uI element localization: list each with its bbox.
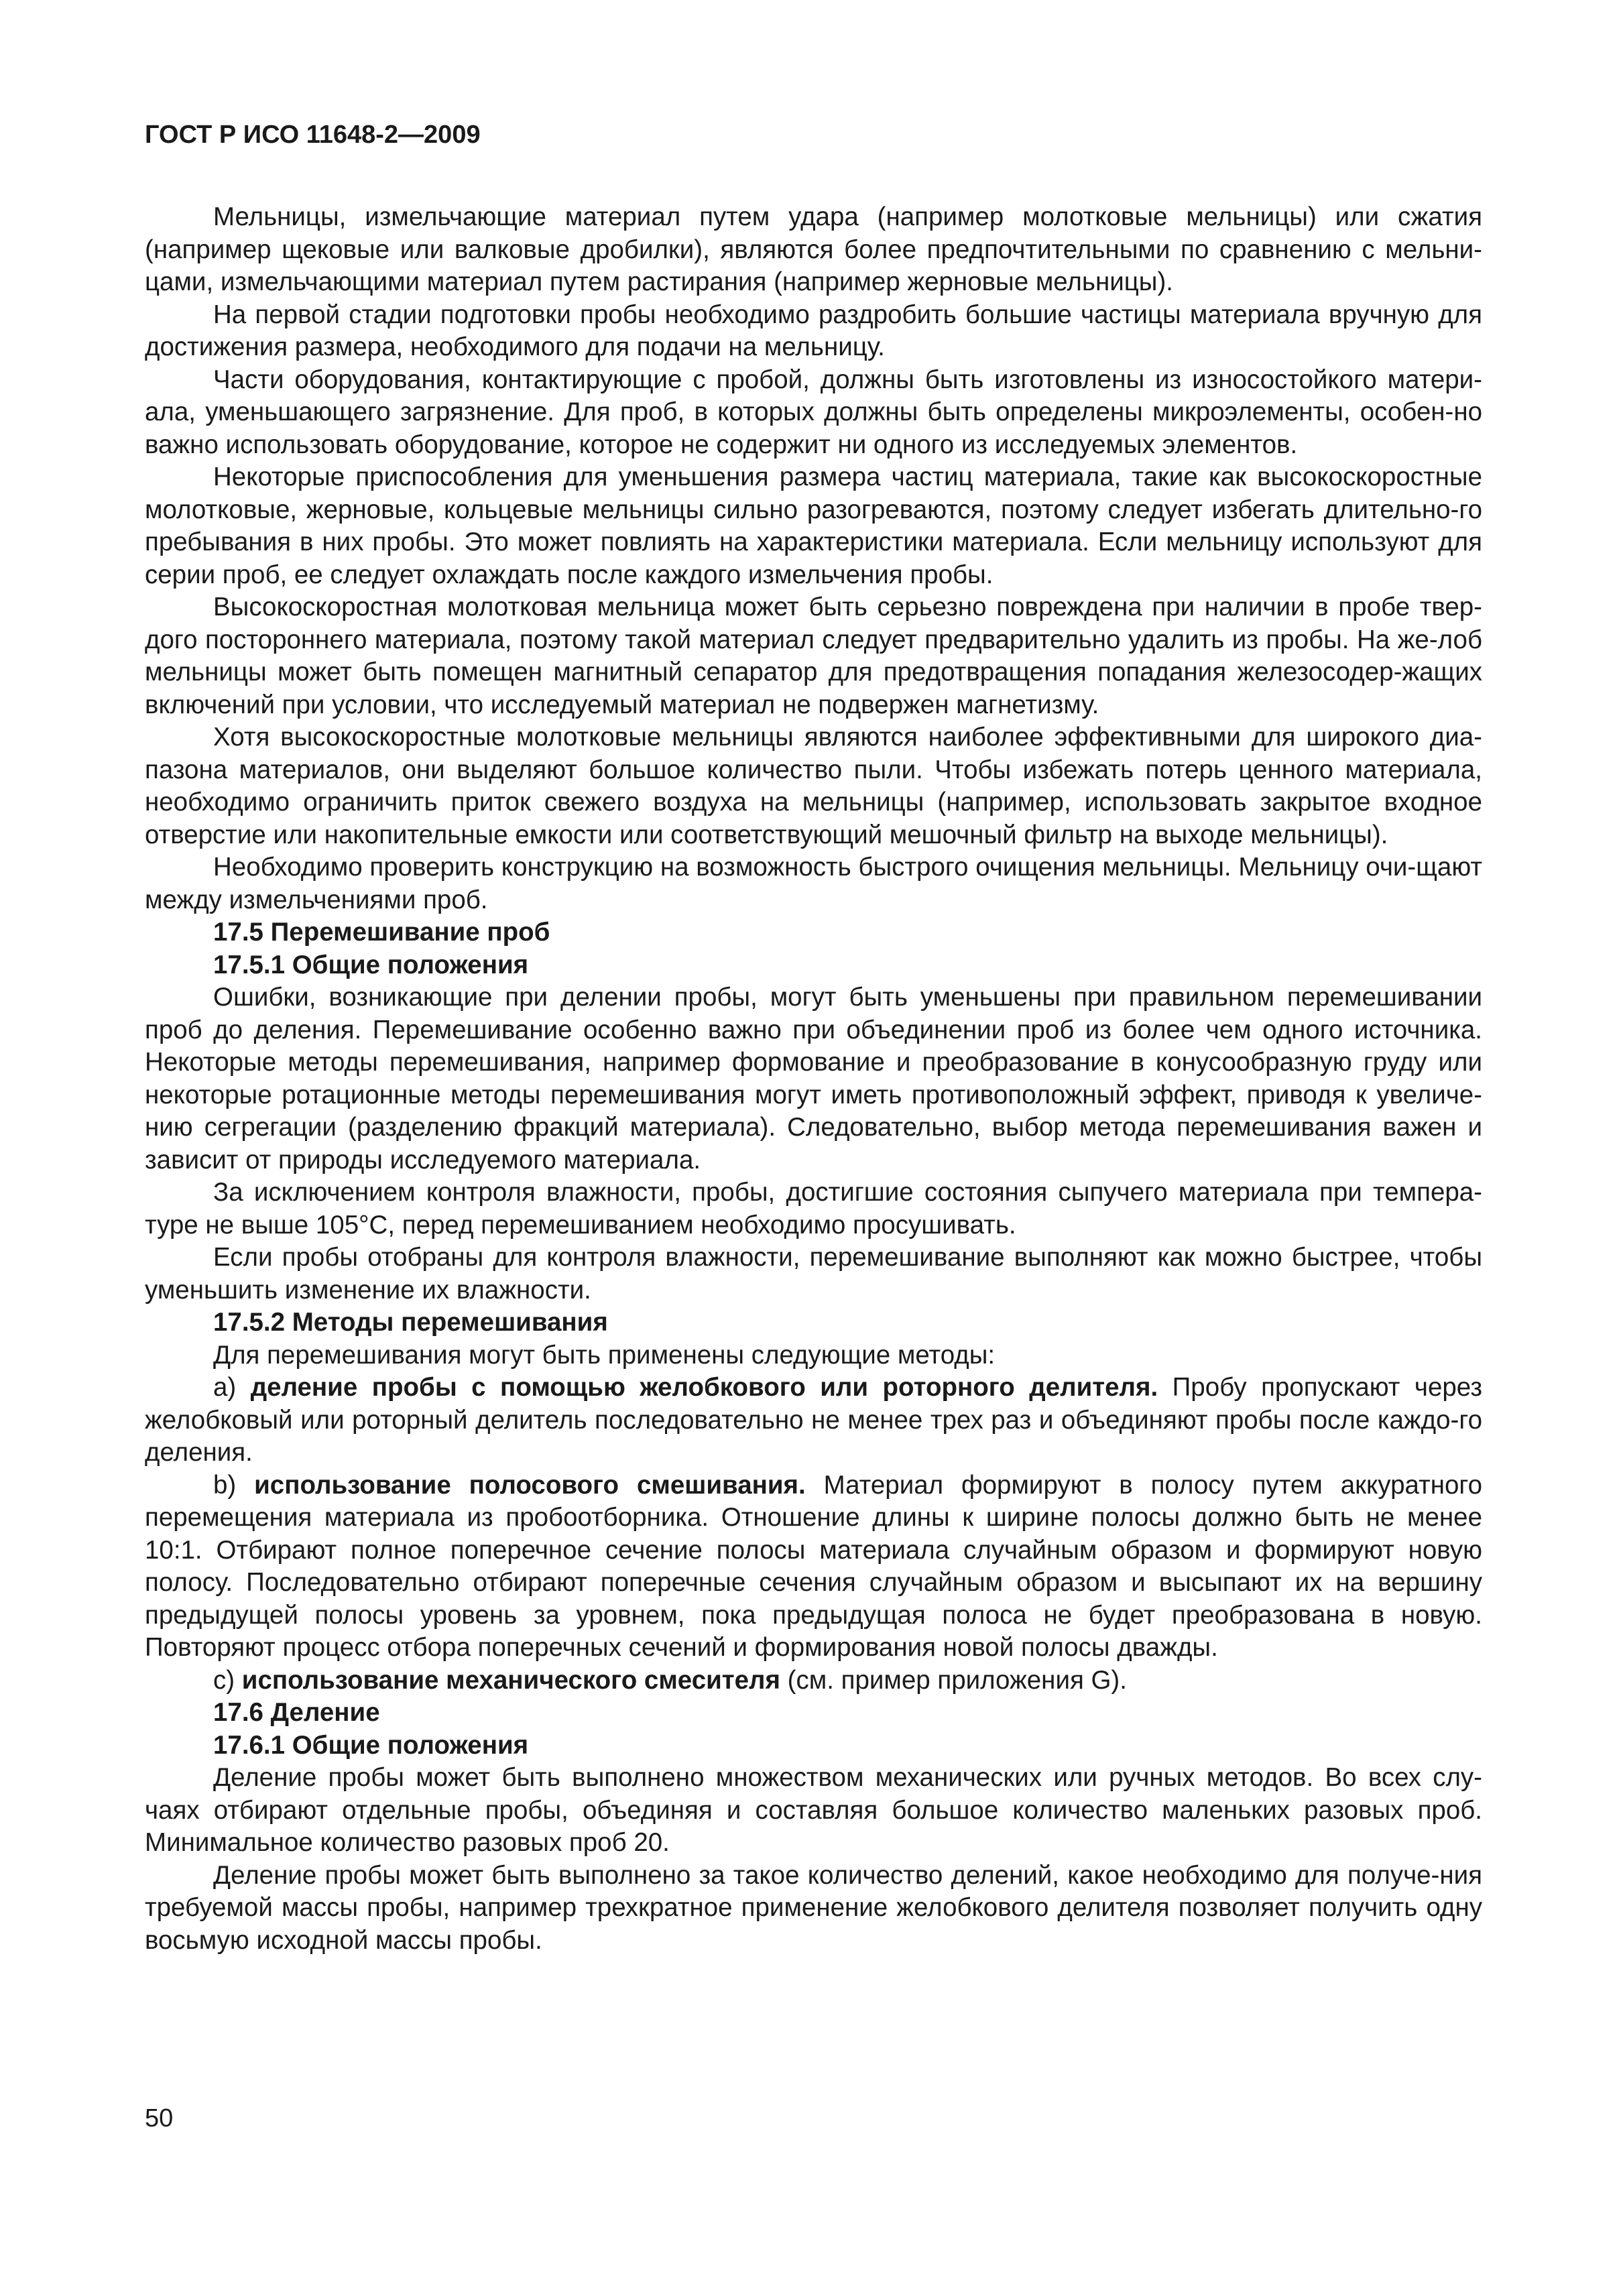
list-item-text: Материал формируют в полосу путем аккуратного перемещения материала из пробоотборника. Отношение длины к ширине полосы должно быть не менее 10:1. Отбирают полное поперечное сечение полосы материала случайным образом и формируют новую полосу. Последовательно отбирают поперечные сечения случайным образом и высыпают их на вершину предыдущей полосы уровень за уровнем, пока предыдущая полоса не будет преобразована в новую. Повторяют процесс отбора поперечных сечений и формирования новой полосы дважды.	[145, 1470, 1483, 1662]
paragraph: Для перемешивания могут быть применены следующие методы:	[213, 1340, 996, 1370]
paragraph: Высокоскоростная молотковая мельница может быть серьезно повреждена при наличии в пробе твер-дого постороннего материала, поэтому такой материал следует предварительно удалить из пробы. На же-лоб мельницы может быть помещен магнитный сепаратор для предотвращения попадания железосодер-жащих включений при условии, что исследуемый материал не подвержен магнетизму.	[145, 593, 1482, 719]
paragraph: Необходимо проверить конструкцию на возможность быстрого очищения мельницы. Мельницу очи-щают между измельчениями проб.	[145, 853, 1482, 914]
paragraph: Деление пробы может быть выполнено множеством механических или ручных методов. Во всех слу-чаях отбирают отдельные пробы, объединяя и составляя большое количество маленьких разовых проб. Минимальное количество разовых проб 20.	[145, 1763, 1482, 1857]
subsection-heading: 17.5.1 Общие положения	[213, 950, 529, 979]
page-number: 50	[145, 2104, 174, 2132]
list-marker: b)	[213, 1470, 255, 1500]
running-title: ГОСТ Р ИСО 11648-2—2009	[145, 121, 481, 149]
section-heading: 17.5 Перемешивание проб	[213, 918, 550, 947]
paragraph: Хотя высокоскоростные молотковые мельницы являются наиболее эффективными для широкого диа-пазона материалов, они выделяют большое количество пыли. Чтобы избежать потерь ценного материала, необходимо ограничить приток свежего воздуха на мельницы (например, использовать закрытое входное отверстие или накопительные емкости или соответствующий мешочный фильтр на выходе мельницы).	[145, 723, 1482, 849]
list-item-lead: деление пробы с помощью желобкового или роторного делителя.	[250, 1373, 1158, 1402]
list-marker: с)	[213, 1665, 242, 1695]
list-marker: а)	[213, 1373, 251, 1402]
subsection-heading: 17.6.1 Общие положения	[213, 1730, 529, 1760]
list-item-lead: использование механического смесителя	[241, 1665, 780, 1695]
document-body	[145, 201, 1482, 1957]
paragraph: На первой стадии подготовки пробы необходимо раздробить большие частицы материала вручную для достижения размера, необходимого для подачи на мельницу.	[145, 300, 1482, 361]
list-item-b	[145, 1469, 1482, 1665]
paragraph: Части оборудования, контактирующие с пробой, должны быть изготовлены из износостойкого матери-ала, уменьшающего загрязнение. Для проб, в которых должны быть определены микроэлементы, особен-но важно использовать оборудование, которое не содержит ни одного из исследуемых элементов.	[145, 365, 1482, 459]
subsection-heading: 17.5.2 Методы перемешивания	[213, 1308, 608, 1337]
paragraph: За исключением контроля влажности, пробы, достигшие состояния сыпучего материала при темпера-туре не выше 105°С, перед перемешиванием необходимо просушивать.	[145, 1178, 1482, 1240]
paragraph: Ошибки, возникающие при делении пробы, могут быть уменьшены при правильном перемешивании проб до деления. Перемешивание особенно важно при объединении проб из более чем одного источника. Некоторые методы перемешивания, например формование и преобразование в конусообразную груду или некоторые ротационные методы перемешивания могут иметь противоположный эффект, приводя к увеличе-нию сегрегации (разделению фракций материала). Следовательно, выбор метода перемешивания важен и зависит от природы исследуемого материала.	[145, 983, 1482, 1174]
paragraph: Мельницы, измельчающие материал путем удара (например молотковые мельницы) или сжатия (например щековые или валковые дробилки), являются более предпочтительными по сравнению с мельни-цами, измельчающими материал путем растирания (например жерновые мельницы).	[145, 202, 1482, 296]
paragraph: Если пробы отобраны для контроля влажности, перемешивание выполняют как можно быстрее, чтобы уменьшить изменение их влажности.	[145, 1243, 1482, 1305]
paragraph: Некоторые приспособления для уменьшения размера частиц материала, такие как высокоскоростные молотковые, жерновые, кольцевые мельницы сильно разогреваются, поэтому следует избегать длительно-го пребывания в них пробы. Это может повлиять на характеристики материала. Если мельницу используют для серии проб, ее следует охлаждать после каждого измельчения пробы.	[145, 463, 1482, 589]
paragraph: Деление пробы может быть выполнено за такое количество делений, какое необходимо для получе-ния требуемой массы пробы, например трехкратное применение желобкового делителя позволяет получить одну восьмую исходной массы пробы.	[145, 1860, 1482, 1955]
list-item-c	[145, 1665, 1482, 1697]
section-heading: 17.6 Деление	[213, 1698, 380, 1727]
list-item-text: (см. пример приложения G).	[780, 1665, 1127, 1695]
list-item-a	[145, 1372, 1482, 1469]
list-item-lead: использование полосового смешивания.	[254, 1470, 806, 1500]
list-item-text: Пробу пропускают через желобковый или роторный делитель последовательно не менее трех раз и объединяют пробы после каждо-го деления.	[145, 1373, 1482, 1467]
